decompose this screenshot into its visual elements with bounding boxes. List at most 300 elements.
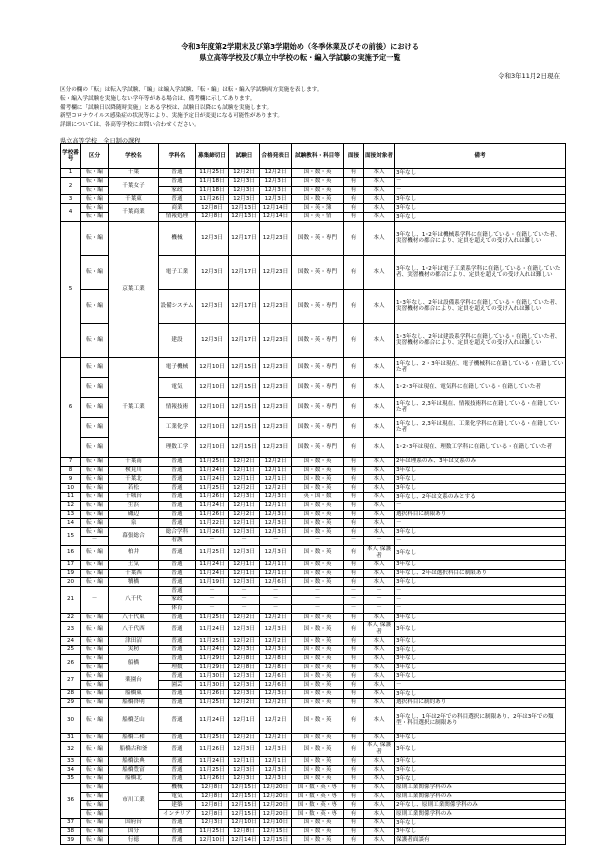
table-cell: 本人 (364, 774, 395, 783)
table-cell: 千葉 (109, 169, 159, 178)
table-cell: － (364, 595, 395, 604)
table-cell: 12月15日 (229, 377, 260, 397)
table-cell: 転・編 (81, 578, 109, 587)
table-cell: 千葉東 (109, 195, 159, 204)
table-cell: 国数・英・専門 (292, 437, 344, 457)
table-row (61, 613, 566, 622)
remarks-cell: 3年なし (395, 654, 566, 663)
table-cell: 本人 (364, 757, 395, 766)
table-cell: 本人 (364, 323, 395, 357)
table-cell: 電子機械 (159, 357, 196, 377)
table-cell: 普通 (159, 492, 196, 501)
table-cell: 本人 (364, 663, 395, 672)
table-cell: － (196, 536, 229, 545)
table-cell: 本人 (364, 195, 395, 204)
table-cell: － (364, 536, 395, 545)
table-cell: 転・編 (81, 827, 109, 836)
remarks-cell: 選択科目に制約あり (395, 698, 566, 707)
table-cell: 本人 (364, 578, 395, 587)
table-cell: 12月3日 (229, 645, 260, 654)
table-row (61, 177, 566, 186)
table-cell: 31 (61, 733, 81, 742)
table-cell: 24 (61, 637, 81, 646)
table-cell: 12月15日 (260, 827, 292, 836)
table-cell: 総合学科 (159, 528, 196, 537)
table-cell: 有 (344, 177, 364, 186)
table-cell: 国・数・英 (292, 774, 344, 783)
remarks-cell: － (395, 595, 566, 604)
table-cell: 12月17日 (229, 323, 260, 357)
remarks-cell: 3年なし (395, 645, 566, 654)
table-cell: 12月15日 (229, 792, 260, 801)
table-cell: 12月3日 (229, 195, 260, 204)
table-cell: 12月23日 (260, 255, 292, 289)
remarks-cell: 3年なし (395, 578, 566, 587)
table-cell: － (292, 604, 344, 613)
table-cell: 11 (61, 492, 81, 501)
table-cell: 本人 (364, 766, 395, 775)
table-cell: － (364, 604, 395, 613)
table-cell: 12月10日 (196, 377, 229, 397)
table-row (61, 545, 566, 560)
table-cell: 有 (344, 492, 364, 501)
table-cell: 普通 (159, 774, 196, 783)
table-cell: 12月1日 (229, 569, 260, 578)
table-cell: 転・編 (81, 757, 109, 766)
table-cell: 本人 (364, 510, 395, 519)
table-cell: 転・編 (81, 289, 109, 323)
table-cell: 建設 (159, 323, 196, 357)
table-cell: 有 (344, 672, 364, 681)
table-cell: 本人 (364, 801, 395, 810)
table-row (61, 733, 566, 742)
table-cell: 12月8日 (260, 654, 292, 663)
table-cell: 12月3日 (260, 195, 292, 204)
table-cell: 国・数・英 (292, 645, 344, 654)
table-cell: 本人 (364, 177, 395, 186)
table-cell: 有 (344, 417, 364, 437)
table-cell: 普通 (159, 560, 196, 569)
table-cell: 転・編 (81, 528, 109, 537)
table-cell: 英・国・数 (292, 492, 344, 501)
table-cell: 12月3日 (229, 774, 260, 783)
table-cell: 12月3日 (260, 766, 292, 775)
remarks-cell: 3年なし (395, 766, 566, 775)
remarks-cell: 3年なし (395, 169, 566, 178)
table-cell: 12月23日 (260, 377, 292, 397)
table-cell: 11月25日 (196, 698, 229, 707)
table-cell: 本人 (364, 560, 395, 569)
table-cell: 国・数・英 (292, 663, 344, 672)
remarks-cell: 2年は理系のみ、3年は文系のみ (395, 457, 566, 466)
table-cell: 12月23日 (260, 221, 292, 255)
table-cell: 転・編 (81, 622, 109, 637)
table-cell: 普通 (159, 637, 196, 646)
table-cell: 12月3日 (196, 323, 229, 357)
table-cell: 12月2日 (260, 707, 292, 733)
table-cell: 本人 保護者 (364, 622, 395, 637)
remarks-cell: 選択科目に制限あり (395, 510, 566, 519)
table-cell: 有 (344, 836, 364, 845)
exam-schedule-table (60, 143, 566, 845)
table-cell: 有 (344, 742, 364, 757)
table-cell: 情報技術 (159, 397, 196, 417)
table-cell: 12月20日 (260, 783, 292, 792)
table-cell: 普通 (159, 569, 196, 578)
as-of-date: 令和3年11月2日現在 (497, 72, 560, 80)
table-cell: － (260, 604, 292, 613)
table-cell: 12月10日 (260, 818, 292, 827)
table-cell: 12月15日 (229, 810, 260, 819)
table-cell: 12月1日 (229, 707, 260, 733)
table-cell: 転・編 (81, 810, 109, 819)
table-cell: 普通 (159, 169, 196, 178)
table-row (61, 204, 566, 213)
note-line: 詳細については、各高等学校にお問い合わせください。 (60, 122, 200, 129)
table-cell: 有 (344, 195, 364, 204)
table-cell: 本人 (364, 519, 395, 528)
table-cell: 本人 (364, 569, 395, 578)
table-cell: 普通 (159, 510, 196, 519)
document-title-line1: 令和3年度第2学期末及び第3学期始め（冬季休業及びその前後）における (181, 42, 419, 51)
table-cell: 12月14日 (229, 836, 260, 845)
table-cell: 11月25日 (196, 484, 229, 493)
table-cell: － (364, 587, 395, 596)
table-cell: 12月3日 (196, 255, 229, 289)
table-cell: 12月15日 (229, 783, 260, 792)
table-cell: 磯辺 (109, 510, 159, 519)
table-cell: 12月15日 (229, 357, 260, 377)
table-cell: 有 (344, 578, 364, 587)
table-cell: 本人 保護者 (364, 545, 395, 560)
table-cell: 12月3日 (196, 289, 229, 323)
table-cell: 本人 (364, 186, 395, 195)
table-cell: 本人 (364, 437, 395, 457)
table-cell: 国数・英・専門 (292, 357, 344, 377)
table-cell: 転・編 (81, 707, 109, 733)
table-cell: 千葉商業 (109, 204, 159, 222)
table-cell: 国数・英・専門 (292, 417, 344, 437)
table-cell: 転・編 (81, 681, 109, 690)
table-cell: 国・数・英 (292, 466, 344, 475)
table-cell: 国・数・英 (292, 186, 344, 195)
table-cell: 電子工業 (159, 255, 196, 289)
table-cell: 転・編 (81, 783, 109, 792)
remarks-cell: 原則工業関係学科のみ (395, 792, 566, 801)
table-cell: 12月2日 (260, 484, 292, 493)
note-line: 備考欄に「試験日以降随時実施」とある学校は、試験日以降にも試験を実施します。 (60, 104, 273, 111)
table-cell: 12月3日 (229, 177, 260, 186)
table-cell: 千葉南 (109, 457, 159, 466)
remarks-cell: － (395, 186, 566, 195)
document-title-line2: 県立高等学校及び県立中学校の転・編入学試験の実施予定一覧 (199, 53, 401, 62)
table-cell: 転・編 (81, 510, 109, 519)
table-cell: 12月8日 (196, 792, 229, 801)
table-cell: 11月26日 (196, 689, 229, 698)
table-cell: 本人 (364, 501, 395, 510)
table-cell: 国・数・英 (292, 622, 344, 637)
table-cell: 有 (344, 569, 364, 578)
table-cell: 有 (344, 169, 364, 178)
table-cell: 12月3日 (229, 742, 260, 757)
table-cell: 転・編 (81, 654, 109, 663)
table-cell: 本人 (364, 417, 395, 437)
table-cell: 転・編 (81, 560, 109, 569)
table-cell: 25 (61, 645, 81, 654)
table-cell: 11月25日 (196, 545, 229, 560)
table-cell: 14 (61, 519, 81, 528)
table-cell: － (260, 595, 292, 604)
table-cell: 12月10日 (196, 836, 229, 845)
table-row (61, 492, 566, 501)
table-cell: 八千代 (109, 587, 159, 613)
table-cell: 普通 (159, 519, 196, 528)
table-cell: 12月10日 (196, 417, 229, 437)
header-application-deadline: 募集締切日 (196, 144, 229, 169)
table-cell: 有 (344, 437, 364, 457)
table-cell: 国・数・英 (292, 827, 344, 836)
table-cell: 有 (344, 774, 364, 783)
table-cell: 国・英・情 (292, 212, 344, 221)
table-cell: 普通 (159, 672, 196, 681)
remarks-cell: 3年なし (395, 663, 566, 672)
remarks-cell: 1･3年なし、2年は建設系学科に在籍している・在籍していた者、実習機材の都合により、定員を超えての受け入れは難しい (395, 323, 566, 357)
header-department: 学科名 (159, 144, 196, 169)
table-cell: 11月25日 (196, 457, 229, 466)
table-cell: 犢橋 (109, 578, 159, 587)
table-cell: 有 (344, 783, 364, 792)
table-cell: 12月10日 (196, 437, 229, 457)
table-cell: 有 (344, 654, 364, 663)
table-cell: 国分 (109, 827, 159, 836)
table-cell: 普通 (159, 766, 196, 775)
table-cell: 国数・英・専門 (292, 255, 344, 289)
remarks-cell: 3年なし (395, 613, 566, 622)
notes-block (60, 86, 322, 130)
table-cell: 転・編 (81, 645, 109, 654)
table-body (61, 169, 566, 845)
table-cell: 船橋二和 (109, 733, 159, 742)
table-cell: － (344, 587, 364, 596)
table-cell: 12月1日 (260, 475, 292, 484)
remarks-cell: 3年なし (395, 212, 566, 221)
table-cell: 本人 (364, 818, 395, 827)
table-row (61, 195, 566, 204)
table-cell: 12月23日 (260, 357, 292, 377)
table-cell: 12月6日 (260, 672, 292, 681)
table-cell: 国・数・英 (292, 457, 344, 466)
table-cell: 12月1日 (229, 757, 260, 766)
remarks-cell: 3年なし (395, 689, 566, 698)
table-cell: 有 (344, 501, 364, 510)
table-cell: 有 (344, 645, 364, 654)
table-cell: 土気 (109, 560, 159, 569)
remarks-cell: 3年なし、2年は選択科目に制限あり (395, 569, 566, 578)
table-cell: 12月3日 (229, 681, 260, 690)
table-cell: 12月2日 (229, 733, 260, 742)
table-cell: 有 (344, 528, 364, 537)
table-cell: 理数 (159, 663, 196, 672)
table-cell: 転・編 (81, 204, 109, 213)
remarks-cell: 3年なし (395, 774, 566, 783)
table-cell: 本人 (364, 212, 395, 221)
table-cell: 12月1日 (229, 501, 260, 510)
table-cell: 普通 (159, 645, 196, 654)
table-cell: 本人 (364, 836, 395, 845)
remarks-cell: 保護者面談有 (395, 836, 566, 845)
remarks-cell: 1年なし、2・3年は現在、電子機械科に在籍している・在籍していた者 (395, 357, 566, 377)
table-cell: 4 (61, 204, 81, 222)
table-cell: 普通 (159, 613, 196, 622)
table-cell: － (292, 536, 344, 545)
table-cell: 本人 (364, 357, 395, 377)
table-row (61, 707, 566, 733)
table-cell: 10 (61, 484, 81, 493)
table-cell: 普通 (159, 742, 196, 757)
table-cell: 転・編 (81, 397, 109, 417)
table-cell: 11月26日 (196, 492, 229, 501)
table-cell: 実籾 (109, 645, 159, 654)
table-cell: 有 (344, 766, 364, 775)
table-cell: 有 (344, 484, 364, 493)
table-cell: 普通 (159, 484, 196, 493)
table-cell: 36 (61, 783, 81, 818)
table-cell: 12月14日 (260, 212, 292, 221)
remarks-cell: 3年なし (395, 733, 566, 742)
remarks-cell: － (395, 681, 566, 690)
table-cell: 若松 (109, 484, 159, 493)
table-cell: 本人 (364, 528, 395, 537)
header-exam-subjects: 試験教科・科目等 (292, 144, 344, 169)
table-row (61, 783, 566, 792)
remarks-cell: 3年なし、1･2年は機械系学科に在籍している・在籍していた者、実習機材の都合により、定員を超えての受け入れは難しい (395, 221, 566, 255)
table-cell: 11月29日 (196, 654, 229, 663)
table-cell: 国・数・英 (292, 613, 344, 622)
table-cell: 転・編 (81, 377, 109, 397)
remarks-cell: 3年なし (395, 545, 566, 560)
table-cell: 11月30日 (196, 681, 229, 690)
table-cell: 12月2日 (229, 484, 260, 493)
table-cell: 転・編 (81, 475, 109, 484)
table-row (61, 578, 566, 587)
table-cell: 12月8日 (196, 783, 229, 792)
header-school-name: 学校名 (109, 144, 159, 169)
note-line: 転・編入学試験を実施しない学年等がある場合は、備考欄に示してあります。 (60, 95, 256, 102)
table-cell: 国・数・英 (292, 698, 344, 707)
table-cell: 12月3日 (260, 689, 292, 698)
table-cell: 有 (344, 475, 364, 484)
table-cell: 11月24日 (196, 475, 229, 484)
table-cell: 転・編 (81, 501, 109, 510)
table-cell: 11月25日 (196, 733, 229, 742)
table-cell: 普通 (159, 818, 196, 827)
table-cell: 30 (61, 707, 81, 733)
table-cell: 国・数・英・専 (292, 801, 344, 810)
table-cell: 電気 (159, 792, 196, 801)
table-cell: 有 (344, 377, 364, 397)
table-cell: 本人 (364, 707, 395, 733)
table-cell: 有 (344, 289, 364, 323)
table-cell: 本人 (364, 397, 395, 417)
table-cell: 12月23日 (260, 437, 292, 457)
table-cell: 有 (344, 221, 364, 255)
table-cell: 電気 (159, 377, 196, 397)
table-cell: 12月15日 (229, 437, 260, 457)
table-row (61, 457, 566, 466)
table-cell: 11月19日 (196, 578, 229, 587)
table-cell: 19 (61, 569, 81, 578)
table-cell: 本人 (364, 466, 395, 475)
table-cell: 転・編 (81, 742, 109, 757)
table-cell: 12月23日 (260, 397, 292, 417)
table-cell: 本人 (364, 457, 395, 466)
table-cell: 12月3日 (260, 528, 292, 537)
table-cell: 12月1日 (229, 466, 260, 475)
table-cell: 国・数・英・専 (292, 792, 344, 801)
table-cell: 普通 (159, 545, 196, 560)
table-cell: 国・数・英 (292, 195, 344, 204)
table-row (61, 569, 566, 578)
table-cell: 12月3日 (260, 519, 292, 528)
table-cell: 12月3日 (229, 622, 260, 637)
table-cell: 普通 (159, 654, 196, 663)
table-cell: 11月24日 (196, 569, 229, 578)
table-row (61, 528, 566, 537)
remarks-cell: 3年なし (395, 484, 566, 493)
table-cell: 5 (61, 221, 81, 357)
table-cell: 有 (344, 545, 364, 560)
table-cell: － (344, 604, 364, 613)
table-cell: 11月22日 (196, 519, 229, 528)
table-cell: 12月3日 (229, 578, 260, 587)
table-cell: 転・編 (81, 698, 109, 707)
remarks-cell: 3年なし、1年は2年での科目選択に制限あり、2年は3年での類型・科目選択に制限あり (395, 707, 566, 733)
table-cell: 有 (344, 663, 364, 672)
table-cell: 12月3日 (260, 742, 292, 757)
table-cell: 22 (61, 613, 81, 622)
table-cell: 千城台 (109, 492, 159, 501)
table-cell: － (260, 587, 292, 596)
table-cell: 国数・英・専門 (292, 221, 344, 255)
table-cell: 転・編 (81, 255, 109, 289)
table-row (61, 221, 566, 255)
table-cell: 転・編 (81, 519, 109, 528)
table-cell: 12月2日 (229, 698, 260, 707)
table-cell: 国・数・英 (292, 654, 344, 663)
table-cell: 本人 保護者 (364, 742, 395, 757)
table-cell: 12月20日 (260, 792, 292, 801)
table-cell: 転・編 (81, 186, 109, 195)
table-cell: － (81, 587, 109, 613)
table-cell: 12月2日 (260, 457, 292, 466)
table-cell: 普通 (159, 457, 196, 466)
table-cell: 12月3日 (229, 528, 260, 537)
table-cell: 普通 (159, 587, 196, 596)
table-cell: 11月26日 (196, 742, 229, 757)
table-cell: 転・編 (81, 774, 109, 783)
table-cell: 12月15日 (229, 397, 260, 417)
table-cell: 行徳 (109, 836, 159, 845)
table-cell: － (292, 595, 344, 604)
table-cell: 8 (61, 466, 81, 475)
table-cell: 3 (61, 195, 81, 204)
remarks-cell: 3年なし (395, 742, 566, 757)
table-cell: 有 (344, 466, 364, 475)
table-row (61, 827, 566, 836)
table-cell: 本人 (364, 637, 395, 646)
table-cell: 11月18日 (196, 177, 229, 186)
table-cell: 12月8日 (196, 204, 229, 213)
